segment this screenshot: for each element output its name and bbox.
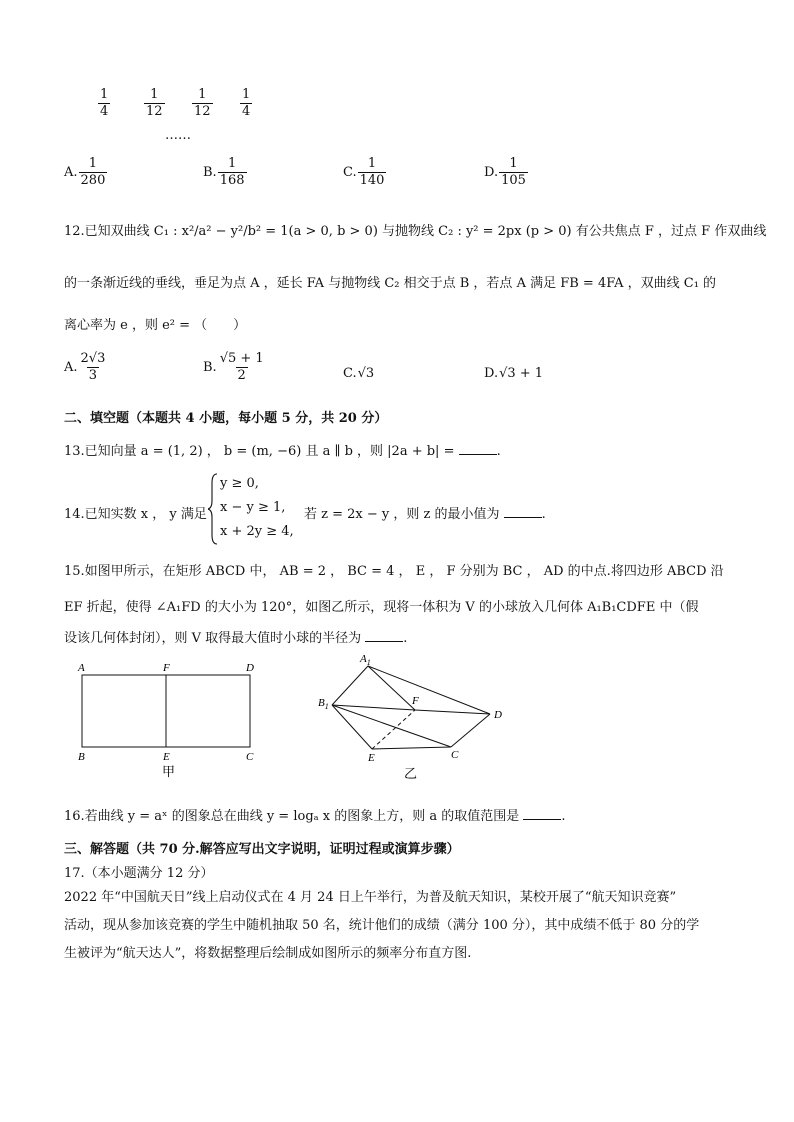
yi-label-b1-subscript: 1 [324,702,329,711]
q15-line-2: EF 折起，使得 ∠A₁FD 的大小为 120°，如图乙所示，现将一体积为 V 的小球放入几何体 A₁B₁CDFE 中（假 [64,600,699,615]
q14-condition-1: y ≥ 0, [220,476,259,491]
q17-line-1: 2022 年“中国航天日”线上启动仪式在 4 月 24 日上午举行，为普及航天知识，某校开展了“航天知识竞赛” [64,890,677,905]
top-fraction-4: $\frac{1}{4}$ [242,87,251,119]
q13-period: . [496,444,501,459]
yi-edge-a1-d [368,666,490,714]
yi-label-a1-letter: A [360,653,367,665]
yi-label-d: D [494,709,502,721]
yi-edge-d-c [451,714,490,747]
yi-label-e: E [368,752,375,764]
q12-option-b[interactable]: B. $\frac{√5 + 1}{2}$ [203,351,264,383]
q11-option-b[interactable]: B. $\frac{1}{168}$ [203,156,245,188]
q13-body: 13.已知向量 a = (1, 2) ， b = (m, −6) 且 a ∥ b ，则 |2a + b| = [64,444,455,459]
jia-label-d: D [246,662,254,674]
yi-label-a1 [359,653,371,667]
section-3-heading: 三、解答题（共 70 分.解答应写出文字说明，证明过程或演算步骤） [64,842,460,857]
figure-jia [70,660,270,785]
q14-suffix-text: 若 z = 2x − y ，则 z 的最小值为 [304,507,500,522]
yi-label-f: F [412,695,419,707]
q15-line-3 [64,627,407,646]
q15-period: . [403,631,408,646]
yi-label-a1-subscript: 1 [366,658,371,667]
q14-period: . [541,507,546,522]
q12-line-1: 12.已知双曲线 C₁ : x²/a² − y²/b² = 1(a > 0, b > 0) 与抛物线 C₂ : y² = 2px (p > 0) 有公共焦点 F ，过点 F 作双曲线 [64,224,767,239]
q16-body: 16.若曲线 y = aˣ 的图象总在曲线 y = logₐ x 的图象上方，则 a 的取值范围是 [64,809,520,824]
yi-label-b1 [318,697,329,711]
q13-answer-blank[interactable] [459,442,497,455]
q12-line-2: 的一条渐近线的垂线，垂足为点 A ，延长 FA 与抛物线 C₂ 相交于点 B ，若点 A 满足 FB = 4FA ，双曲线 C₁ 的 [64,276,717,291]
yi-edge-e-f-dashed [372,710,415,749]
jia-label-e: E [163,751,170,763]
section-2-heading: 二、填空题（本题共 4 小题，每小题 5 分，共 20 分） [64,411,388,426]
yi-edge-a1-b1 [332,666,368,705]
q11-option-c[interactable]: C. $\frac{1}{140}$ [343,156,385,188]
q14-condition-2: x − y ≥ 1, [220,500,286,515]
q15-line-1: 15.如图甲所示，在矩形 ABCD 中， AB = 2 ， BC = 4 ， E ， F 分别为 BC ， AD 的中点.将四边形 ABCD 沿 [64,564,724,579]
q15-answer-blank[interactable] [365,629,403,642]
q17-title: 17.（本小题满分 12 分） [64,866,214,881]
top-ellipsis: …… [165,128,191,143]
top-fraction-1: $\frac{1}{4}$ [100,87,109,119]
q12-option-d[interactable]: D.√3 + 1 [484,366,544,381]
q13-text [64,440,501,459]
yi-caption: 乙 [404,767,418,782]
q15-line-3-text: 设该几何体封闭），则 V 取得最大值时小球的半径为 [64,631,362,646]
yi-edge-f-d [415,710,490,714]
jia-label-f: F [163,662,170,674]
top-fraction-3: $\frac{1}{12}$ [194,87,211,119]
jia-label-c: C [246,751,254,763]
q16-answer-blank[interactable] [523,807,561,820]
q14-answer-blank[interactable] [504,505,542,518]
q12-option-a[interactable]: A. $\frac{2√3}{3}$ [64,351,106,383]
yi-label-c: C [451,749,459,761]
figure-yi [310,648,520,786]
top-fraction-2: $\frac{1}{12}$ [146,87,163,119]
jia-label-b: B [78,751,85,763]
q17-line-3: 生被评为“航天达人”，将数据整理后绘制成如图所示的频率分布直方图. [64,946,472,961]
q14-condition-3: x + 2y ≥ 4, [220,524,294,539]
yi-edge-a1-f [368,666,415,710]
yi-label-b1-letter: B [318,697,325,709]
q16-period: . [561,809,566,824]
q12-option-d-value: √3 + 1 [499,366,544,381]
yi-edge-e-c [372,747,451,749]
q16-text [64,805,566,824]
q12-option-c[interactable]: C.√3 [343,366,375,381]
q12-option-c-value: √3 [357,366,375,381]
q14-suffix [304,503,546,522]
jia-label-a: A [78,662,85,674]
q17-line-2: 活动，现从参加该竞赛的学生中随机抽取 50 名，统计他们的成绩（满分 100 分），其中成绩不低于 80 分的学 [64,918,700,933]
q14-prefix: 14.已知实数 x ， y 满足 [64,507,207,522]
q12-line-3: 离心率为 e ，则 e² = （ ） [64,318,247,333]
q11-option-a[interactable]: A. $\frac{1}{280}$ [64,156,106,188]
q11-option-d[interactable]: D. $\frac{1}{105}$ [484,156,526,188]
jia-caption: 甲 [162,765,176,780]
q14-left-brace [208,473,218,545]
